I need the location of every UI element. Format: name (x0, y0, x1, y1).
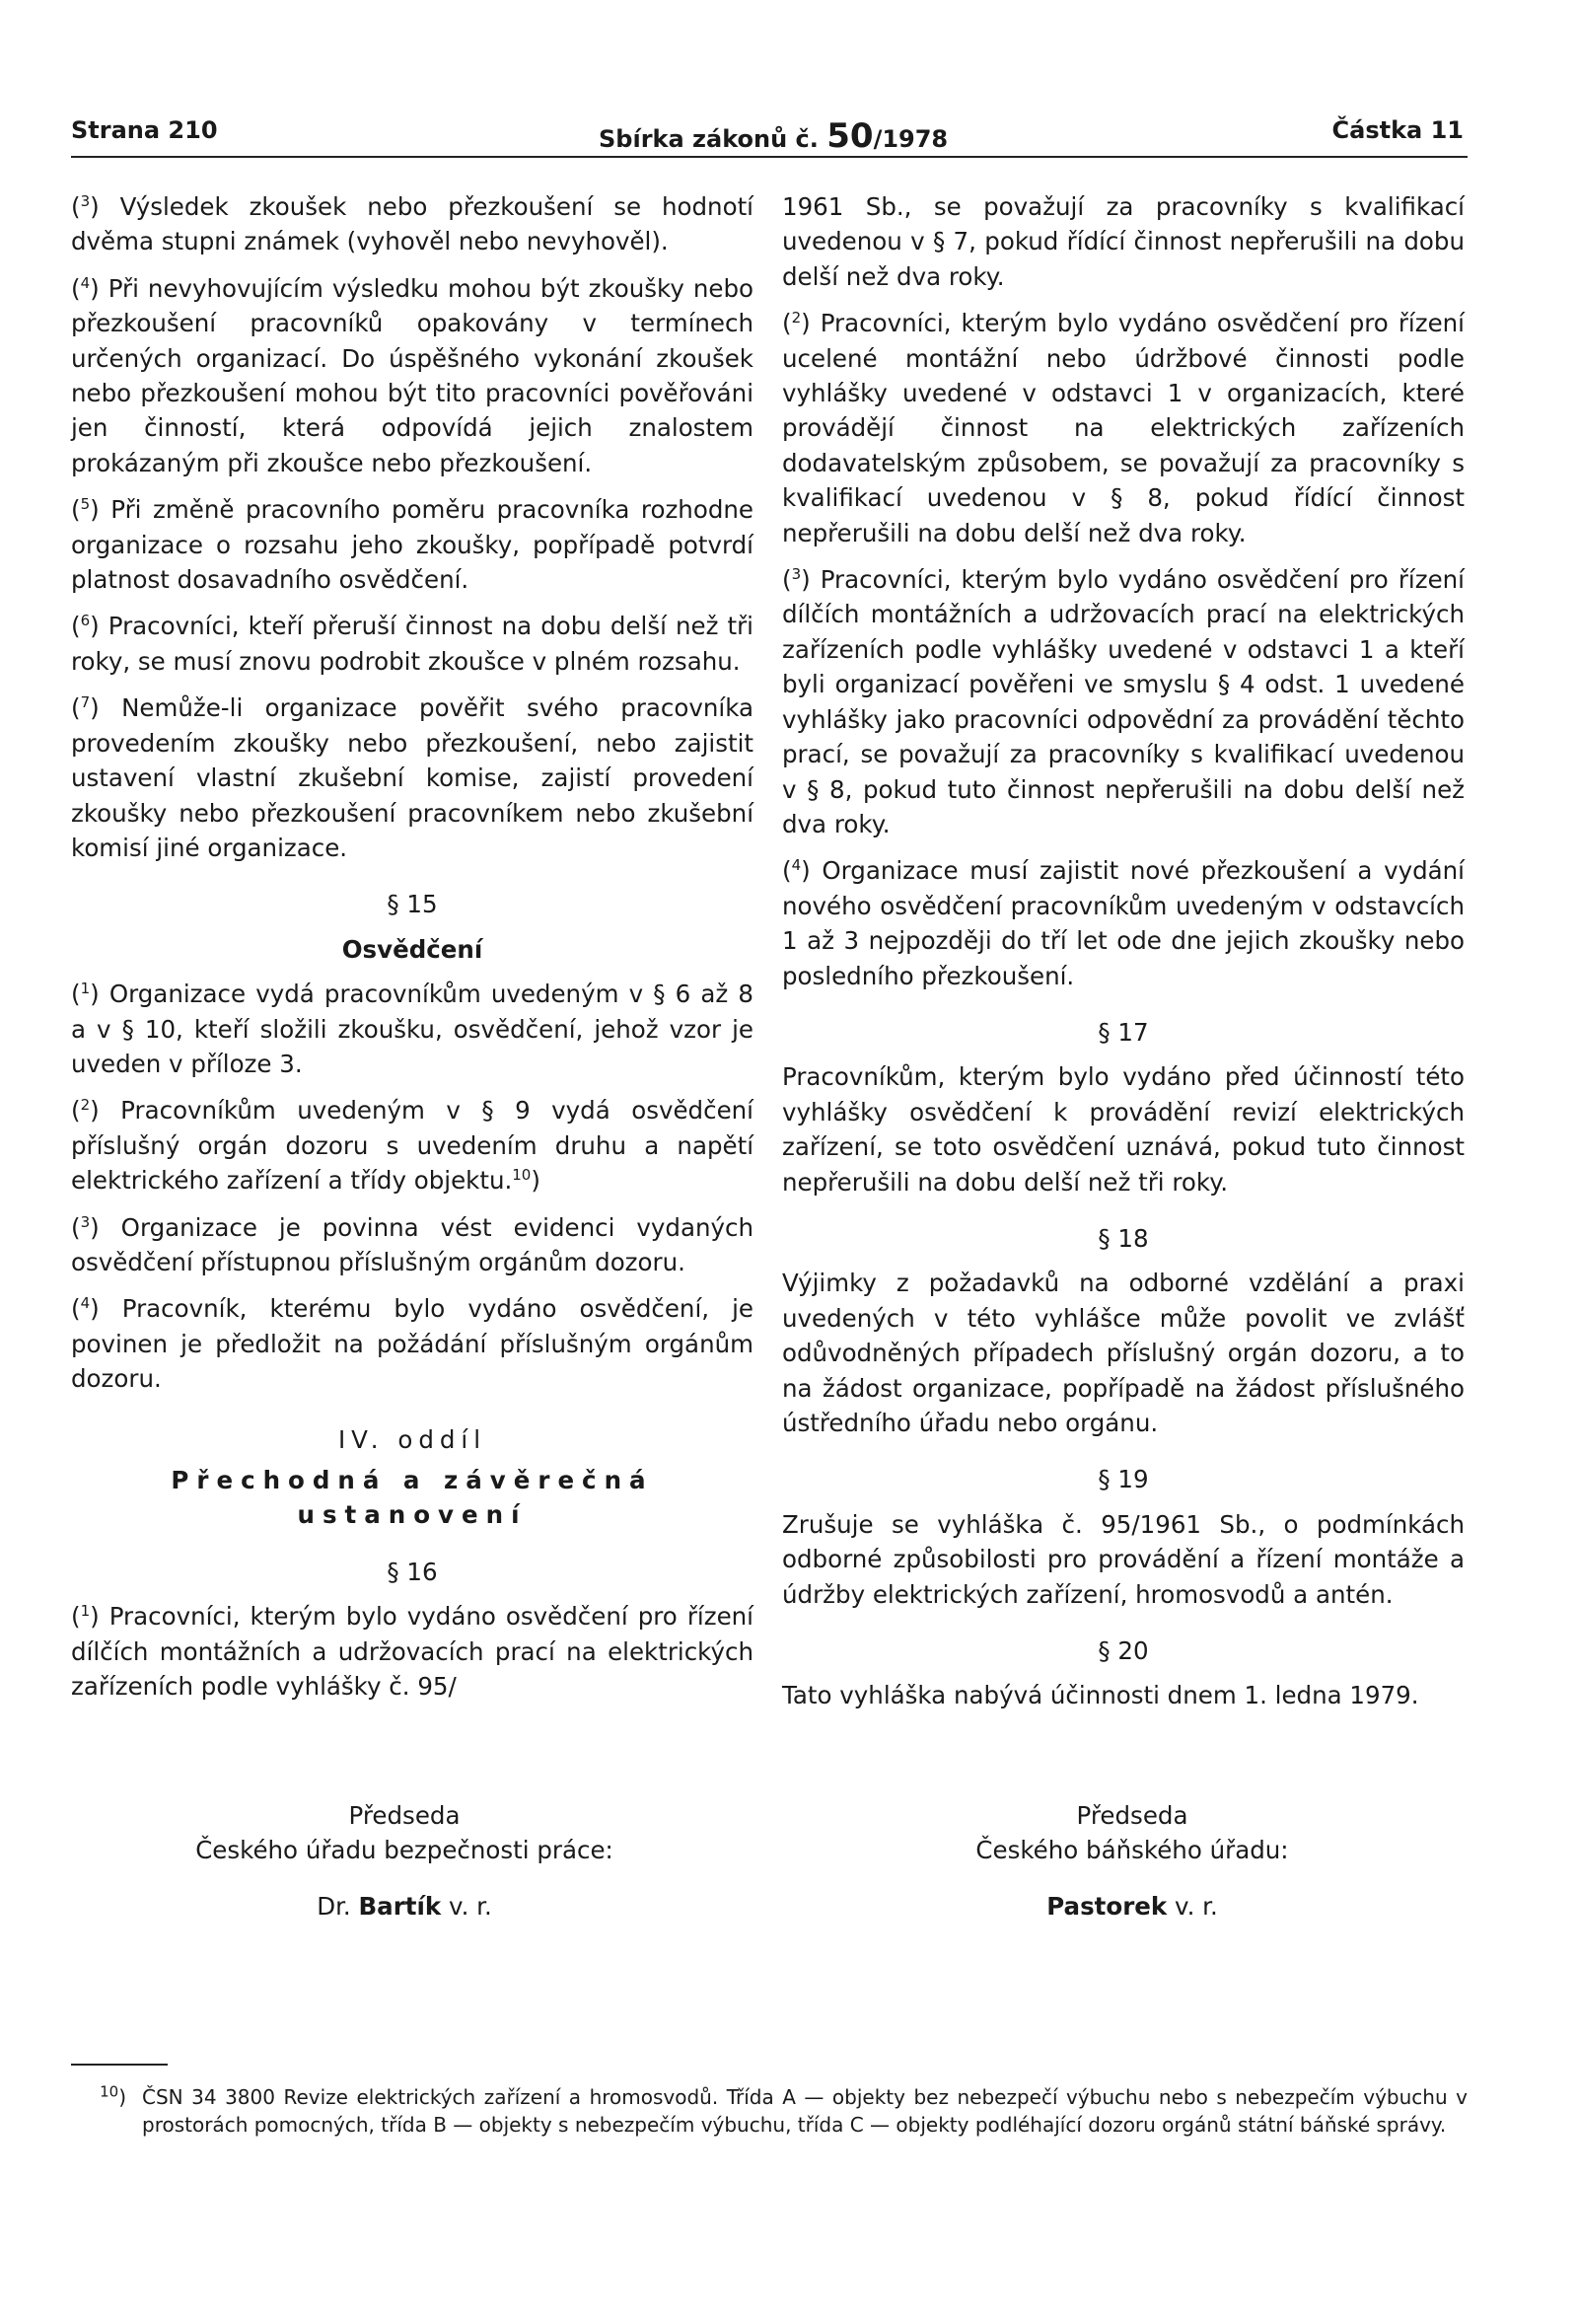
paragraph: ($^4$) Organizace musí zajistit nové přezkoušení a vydání nového osvědčení pracovníkům uvedeným v odstavcích 1 až 3 nejpozději do tří let ode dne jejich zkoušky nebo posledního přezkoušení. (782, 856, 1465, 990)
paragraph-mark: 4 (791, 856, 802, 875)
section-heading: § 18 (1098, 1223, 1149, 1253)
footnote-paren: ) (118, 2085, 126, 2109)
part-heading: IV. oddíl (337, 1424, 487, 1454)
paragraph: ($^6$) Pracovníci, kteří přeruší činnost na dobu delší než tři roky, se musí znovu podrobit zkoušce v plném rozsahu. (71, 612, 753, 676)
page-number: Strana 210 (71, 116, 218, 144)
signatory-organization: Českého báňského úřadu: (975, 1836, 1289, 1864)
paragraph: Výjimky z požadavků na odborné vzdělání a praxi uvedených v této vyhlášce může povolit ve zvlášť odůvodněných případech příslušný orgán dozoru, a to na žádost organizace, popřípadě na žádost příslušného ústředního úřadu nebo orgánu. (782, 1269, 1465, 1437)
paragraph-mark: 6 (80, 612, 91, 630)
signature-block-left (148, 1798, 661, 1924)
paragraph-text: Při změně pracovního poměru pracovníka rozhodne organizace o rozsahu jeho zkoušky, popřípadě potvrdí platnost dosavadního osvědčení. (71, 495, 753, 595)
signatory-prefix: Dr. (317, 1892, 359, 1921)
paragraph: Tato vyhláška nabývá účinnosti dnem 1. ledna 1979. (782, 1681, 1419, 1710)
signatory-name: Pastorek (1046, 1892, 1168, 1921)
law-year: /1978 (873, 125, 949, 153)
signatory-name-line (876, 1889, 1389, 1924)
paragraph: ($^1$) Pracovníci, kterým bylo vydáno osvědčení pro řízení dílčích montážních a udržovacích prací na elektrických zařízeních podle vyhlášky č. 95/ (71, 1602, 753, 1702)
paragraph: ($^1$) Organizace vydá pracovníkům uvedeným v § 6 až 8 a v § 10, kteří složili zkoušku, osvědčení, jehož vzor je uveden v příloze 3. (71, 979, 753, 1078)
paragraph-text: Nemůže-li organizace pověřit svého pracovníka provedením zkoušky nebo přezkoušení, nebo zajistit ustavení vlastní zkušební komise, zajistí provedení zkoušky nebo přezkoušení pracovníkem nebo zkušební komisí jiné organizace. (71, 693, 753, 862)
signatory-title: Předseda (348, 1801, 461, 1830)
signatory-title: Předseda (1076, 1801, 1188, 1830)
paragraph: 1961 Sb., se považují za pracovníky s kvalifikací uvedenou v § 7, pokud řídící činnost nepřerušili na dobu delší než dva roky. (782, 192, 1465, 291)
paragraph: ($^3$) Organizace je povinna vést evidenci vydaných osvědčení přístupnou příslušným orgánům dozoru. (71, 1212, 753, 1276)
issue-part: Částka 11 (1331, 116, 1464, 144)
paragraph-mark: 2 (80, 1096, 91, 1115)
paragraph-mark: 3 (791, 564, 802, 583)
paragraph-text: Pracovníci, kterým bylo vydáno osvědčení pro řízení dílčích montážních a udržovacích prací na elektrických zařízeních podle vyhlášky č. 95/ (71, 1602, 753, 1702)
paragraph-text: Pracovníci, kterým bylo vydáno osvědčení pro řízení ucelené montážní nebo údržbové činnosti podle vyhlášky uvedené v odstavci 1 v organizacích, které provádějí činnost na elektrických zařízeních dodavatelským způsobem, se považují za pracovníky s kvalifikací uvedenou v § 8, pokud řídící činnost nepřerušili na dobu delší než dva roky. (782, 309, 1465, 547)
signatory-name-line (148, 1889, 661, 1924)
paragraph-text: Pracovník, kterému bylo vydáno osvědčení, je povinen je předložit na požádání příslušným orgánům dozoru. (71, 1294, 753, 1394)
paragraph-mark: 1 (80, 979, 91, 997)
paragraph-text: Organizace je povinna vést evidenci vydaných osvědčení přístupnou příslušným orgánům dozoru. (71, 1212, 753, 1276)
law-number: 50 (826, 116, 874, 156)
paragraph-mark: 3 (80, 1212, 91, 1231)
paragraph-mark: 2 (791, 309, 802, 327)
signatory-organization: Českého úřadu bezpečnosti práce: (195, 1836, 613, 1864)
part-title: Přechodná a závěrečná ustanovení (171, 1466, 654, 1530)
section-heading: § 20 (1098, 1636, 1149, 1666)
footnote-text: ČSN 34 3800 Revize elektrických zařízení a hromosvodů. Třída A — objekty bez nebezpečí výbuchu nebo s nebezpečím výbuchu v prostorách pomocných, třída B — objekty s nebezpečím výbuchu, třída C — objekty podléhající dozoru orgánů státní báňské správy. (142, 2085, 1468, 2137)
paragraph: ($^2$) Pracovníkům uvedeným v § 9 vydá osvědčení příslušný orgán dozoru s uvedením druhu a napětí elektrického zařízení a třídy objektu.$^{10}$) (71, 1096, 753, 1196)
paragraph: Zrušuje se vyhláška č. 95/1961 Sb., o podmínkách odborné způsobilosti pro provádění a řízení montáže a údržby elektrických zařízení, hromosvodů a antén. (782, 1509, 1465, 1609)
right-column (782, 189, 1465, 1725)
paragraph-text: Výsledek zkoušek nebo přezkoušení se hodnotí dvěma stupni známek (vyhověl nebo nevyhověl). (71, 192, 753, 256)
section-heading: § 17 (1098, 1017, 1149, 1047)
paragraph: ($^5$) Při změně pracovního poměru pracovníka rozhodne organizace o rozsahu jeho zkoušky, popřípadě potvrdí platnost dosavadního osvědčení. (71, 495, 753, 595)
paragraph: ($^2$) Pracovníci, kterým bylo vydáno osvědčení pro řízení ucelené montážní nebo údržbové činnosti podle vyhlášky uvedené v odstavci 1 v organizacích, které provádějí činnost na elektrických zařízeních dodavatelským způsobem, se považují za pracovníky s kvalifikací uvedenou v § 8, pokud řídící činnost nepřerušili na dobu delší než dva roky. (782, 309, 1465, 547)
paragraph: ($^4$) Při nevyhovujícím výsledku mohou být zkoušky nebo přezkoušení pracovníků opakovány v termínech určených organizací. Do úspěšného vykonání zkoušek nebo přezkoušení mohou být tito pracovníci pověřováni jen činností, která odpovídá jejich znalostem prokázaným při zkoušce nebo přezkoušení. (71, 273, 753, 477)
paragraph-text: Organizace vydá pracovníkům uvedeným v § 6 až 8 a v § 10, kteří složili zkoušku, osvědčení, jehož vzor je uveden v příloze 3. (71, 980, 753, 1078)
collection-title (599, 116, 948, 156)
signatory-suffix: v. r. (441, 1892, 492, 1921)
signatory-name: Bartík (358, 1892, 442, 1921)
paragraph-mark: 4 (80, 1294, 91, 1313)
paragraph-mark: 7 (80, 693, 91, 712)
section-heading: § 19 (1098, 1465, 1149, 1494)
footnote-number: 10 (100, 2082, 119, 2101)
signature-block-right (876, 1798, 1389, 1924)
footnote-reference-paren: ) (531, 1166, 540, 1196)
page-header (71, 110, 1468, 158)
signatory-suffix: v. r. (1167, 1892, 1218, 1921)
paragraph-text: Pracovníkům uvedeným v § 9 vydá osvědčení příslušný orgán dozoru s uvedením druhu a napětí elektrického zařízení a třídy objektu. (71, 1096, 753, 1196)
paragraph: ($^3$) Pracovníci, kterým bylo vydáno osvědčení pro řízení dílčích montážních a udržovacích prací na elektrických zařízeních podle vyhlášky uvedené v odstavci 1 a kteří byli organizací pověřeni ve smyslu § 4 odst. 1 uvedené vyhlášky jako pracovníci odpovědní za provádění těchto prací, se považují za pracovníky s kvalifikací uvedenou v § 8, pokud tuto činnost nepřerušili na dobu delší než dva roky. (782, 564, 1465, 838)
section-heading: § 15 (387, 890, 438, 919)
section-heading: § 16 (387, 1557, 438, 1586)
paragraph-mark: 5 (80, 495, 91, 514)
section-title: Osvědčení (341, 934, 483, 964)
collection-label: Sbírka zákonů č. (599, 125, 827, 153)
paragraph-text: Pracovníci, kteří přeruší činnost na dobu delší než tři roky, se musí znovu podrobit zkoušce v plném rozsahu. (71, 612, 753, 676)
paragraph: Pracovníkům, kterým bylo vydáno před účinností této vyhlášky osvědčení k provádění revizí elektrických zařízení, se toto osvědčení uznává, pokud tuto činnost nepřerušili na dobu delší než tři roky. (782, 1062, 1465, 1197)
left-column (71, 189, 753, 1715)
paragraph-mark: 3 (80, 191, 91, 210)
paragraph-text: Pracovníci, kterým bylo vydáno osvědčení pro řízení dílčích montážních a udržovacích prací na elektrických zařízeních podle vyhlášky uvedené v odstavci 1 a kteří byli organizací pověřeni ve smyslu § 4 odst. 1 uvedené vyhlášky jako pracovníci odpovědní za provádění těchto prací, se považují za pracovníky s kvalifikací uvedenou v § 8, pokud tuto činnost nepřerušili na dobu delší než dva roky. (782, 565, 1465, 838)
paragraph-text: Organizace musí zajistit nové přezkoušení a vydání nového osvědčení pracovníkům uvedeným v odstavcích 1 až 3 nejpozději do tří let ode dne jejich zkoušky nebo posledního přezkoušení. (782, 856, 1465, 990)
paragraph-mark: 4 (80, 273, 91, 292)
paragraph: ($^7$) Nemůže-li organizace pověřit svého pracovníka provedením zkoušky nebo přezkoušení, nebo zajistit ustavení vlastní zkušební komise, zajistí provedení zkoušky nebo přezkoušení pracovníkem nebo zkušební komisí jiné organizace. (71, 693, 753, 862)
paragraph-mark: 1 (80, 1602, 91, 1621)
paragraph: ($^3$) Výsledek zkoušek nebo přezkoušení se hodnotí dvěma stupni známek (vyhověl nebo nevyhověl). (71, 191, 753, 256)
footnote-marker (71, 2083, 126, 2111)
paragraph-text: Při nevyhovujícím výsledku mohou být zkoušky nebo přezkoušení pracovníků opakovány v termínech určených organizací. Do úspěšného vykonání zkoušek nebo přezkoušení mohou být tito pracovníci pověřováni jen činností, která odpovídá jejich znalostem prokázaným při zkoušce nebo přezkoušení. (71, 273, 753, 477)
footnote-divider (71, 2064, 168, 2066)
paragraph: ($^4$) Pracovník, kterému bylo vydáno osvědčení, je povinen je předložit na požádání příslušným orgánům dozoru. (71, 1294, 753, 1394)
footnote-reference: 10 (512, 1166, 532, 1184)
footnote (71, 2083, 1468, 2139)
